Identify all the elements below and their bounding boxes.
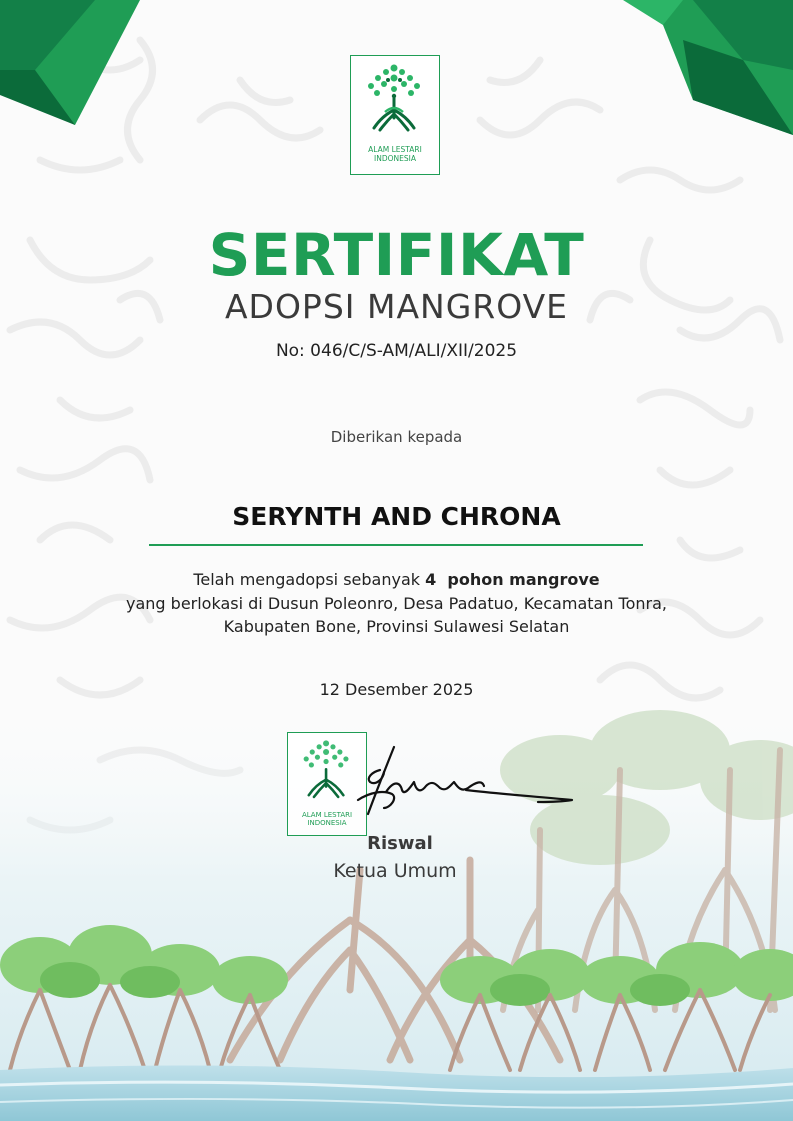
description-line-1 (0, 568, 793, 592)
description-prefix: Telah mengadopsi sebanyak (193, 570, 426, 589)
given-to-label: Diberikan kepada (330, 428, 463, 446)
certificate-date: 12 Desember 2025 (319, 680, 474, 699)
recipient-name: SERYNTH AND CHRONA (232, 502, 561, 531)
recipient-underline (149, 544, 643, 546)
logo-text-line2: INDONESIA (374, 154, 416, 163)
adoption-description (0, 568, 793, 639)
signatory-name: Riswal (367, 833, 433, 854)
description-line-3: Kabupaten Bone, Provinsi Sulawesi Selatan (223, 617, 570, 636)
corner-decoration-left (0, 0, 150, 130)
stamp-text-line2: INDONESIA (307, 819, 347, 827)
stamp-text-line1: ALAM LESTARI (301, 811, 353, 819)
description-line-2: yang berlokasi di Dusun Poleonro, Desa Padatuo, Kecamatan Tonra, (126, 593, 667, 613)
tree-count: 4 (425, 570, 437, 589)
certificate-number: No: 046/C/S-AM/ALI/XII/2025 (275, 341, 518, 361)
logo-text-line1: ALAM LESTARI (368, 145, 422, 154)
tree-logo-icon (351, 56, 438, 144)
organization-logo (350, 55, 440, 175)
certificate-title: SERTIFIKAT (208, 221, 585, 289)
corner-decoration-right (623, 0, 793, 140)
signatory-role: Ketua Umum (333, 860, 457, 882)
tree-unit: pohon mangrove (447, 570, 600, 589)
certificate-subtitle: ADOPSI MANGROVE (224, 287, 569, 326)
signature-graphic (350, 742, 580, 822)
